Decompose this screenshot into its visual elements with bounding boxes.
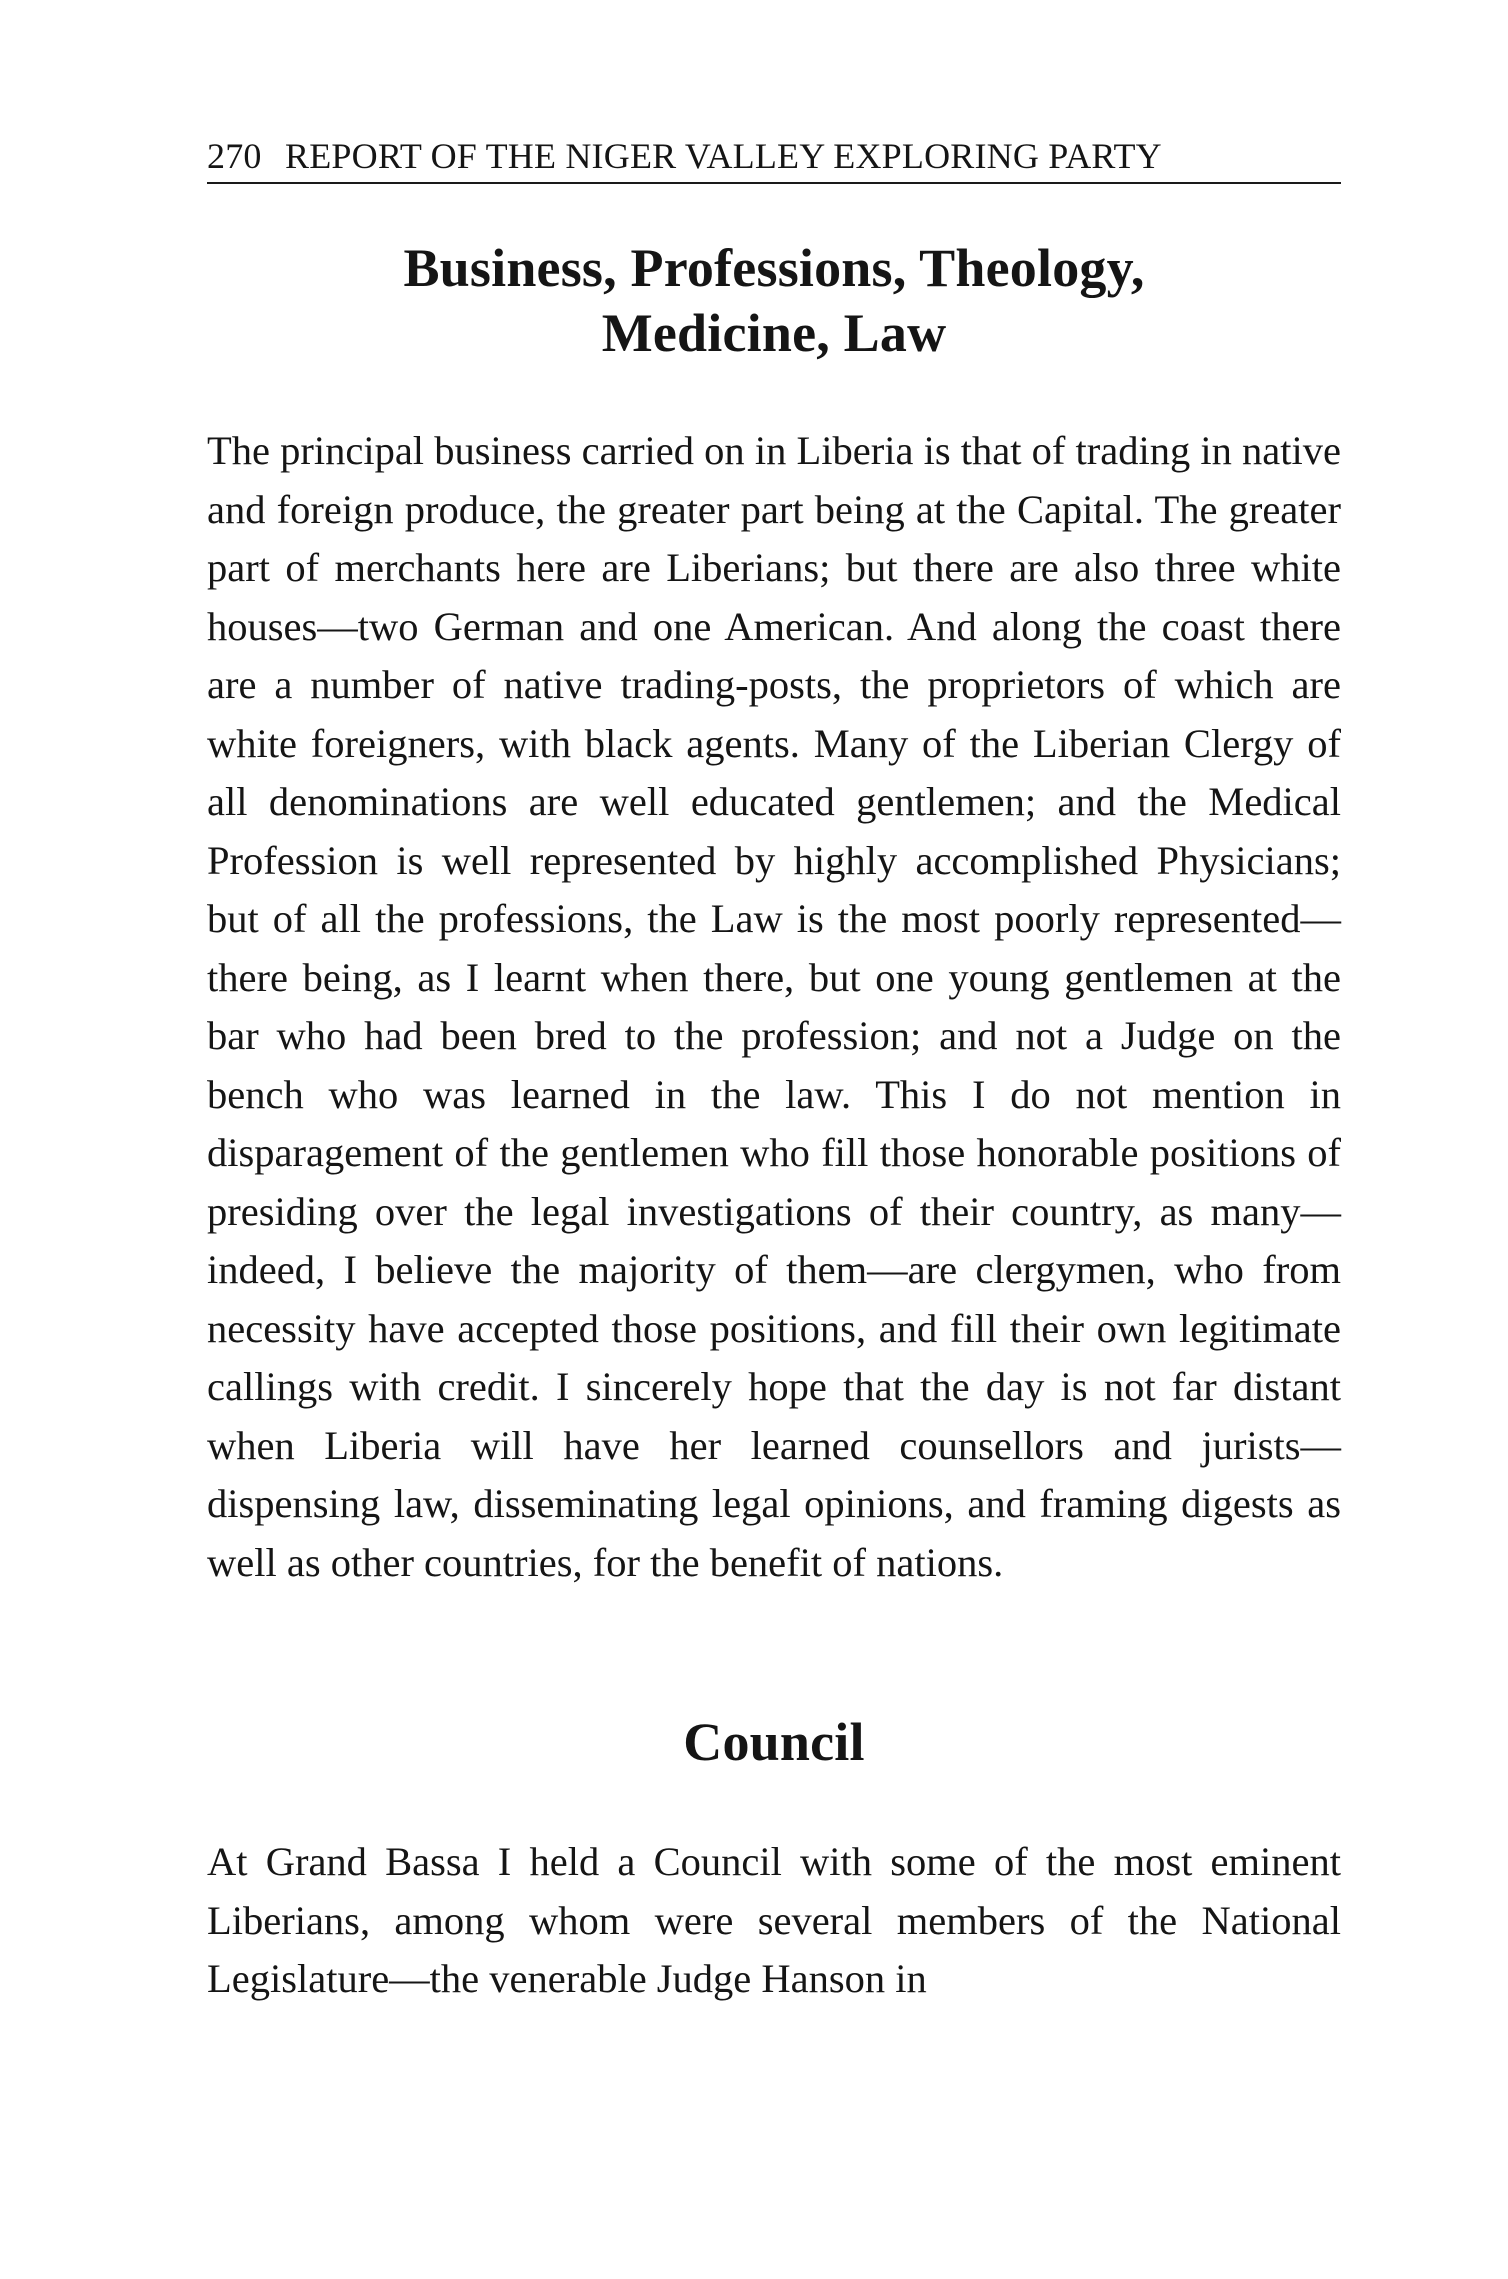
page-number: 270 (207, 136, 262, 176)
heading-line: Medicine, Law (601, 303, 947, 363)
section-heading-business (207, 236, 1341, 366)
heading-line: Business, Professions, Theology, (403, 238, 1145, 298)
paragraph-council: At Grand Bassa I held a Council with some of the most eminent Liberians, among whom were several members of the National Legislature—the venerable Judge Hanson in (207, 1839, 1341, 2001)
book-page (207, 120, 1341, 2009)
section-heading-council: Council (683, 1712, 865, 1772)
running-header (207, 120, 1341, 184)
paragraph-business: The principal business carried on in Liberia is that of trading in native and foreign produce, the greater part being at the Capital. The greater part of merchants here are Liberians; but there are also three white houses—two German and one American. And along the coast there are a number of native trading-posts, the proprietors of which are white foreigners, with black agents. Many of the Liberian Clergy of all denominations are well educated gentlemen; and the Medical Profession is well represented by highly accomplished Physicians; but of all the professions, the Law is the most poorly represented—there being, as I learnt when there, but one young gentlemen at the bar who had been bred to the profession; and not a Judge on the bench who was learned in the law. This I do not mention in disparagement of the gentlemen who fill those honorable positions of presiding over the legal investigations of their country, as many—indeed, I believe the majority of them—are clergymen, who from necessity have accepted those positions, and fill their own legitimate callings with credit. I sincerely hope that the day is not far distant when Liberia will have her learned counsellors and jurists—dispensing law, disseminating legal opinions, and framing digests as well as other countries, for the benefit of nations. (207, 428, 1341, 1585)
running-title: REPORT OF THE NIGER VALLEY EXPLORING PARTY (285, 136, 1162, 176)
